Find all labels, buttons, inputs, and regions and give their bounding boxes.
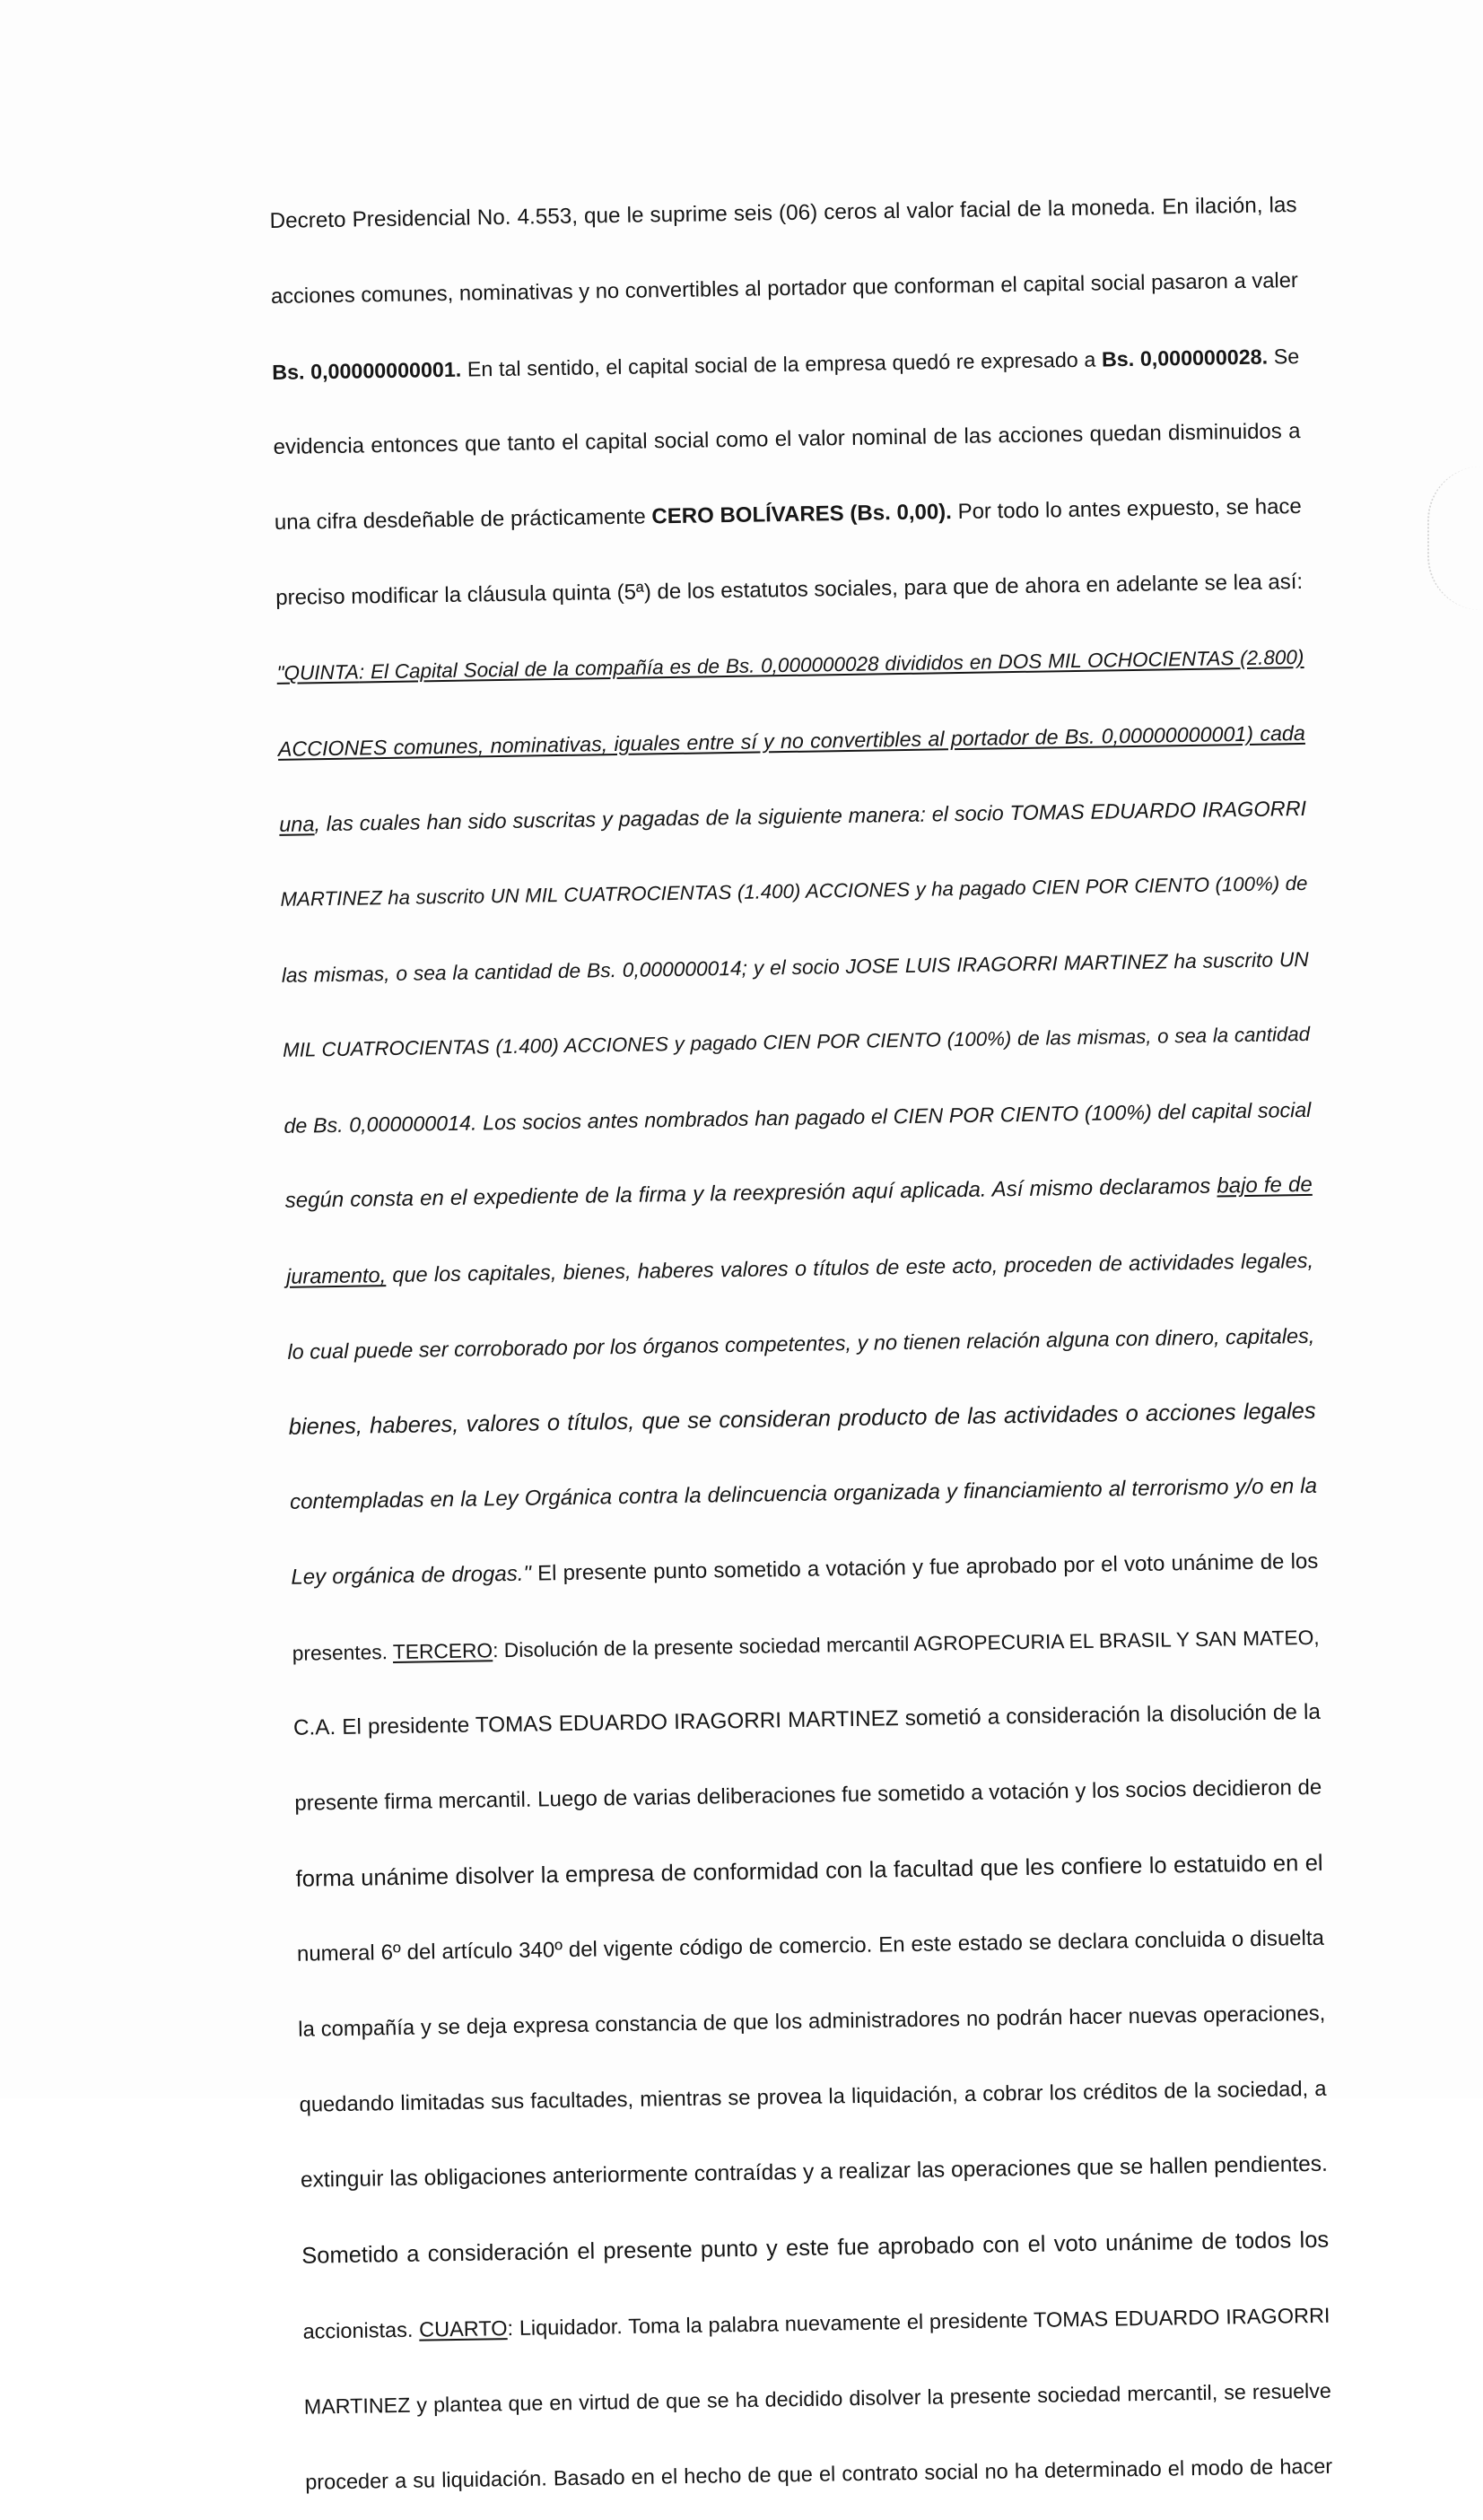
text-segment: preciso modificar la cláusula quinta (5ª) de los estatutos sociales, para que de ahora en adelante se lea así:: [275, 569, 1304, 610]
text-segment: TERCERO: [392, 1638, 493, 1664]
text-segment: presente firma mercantil. Luego de varias deliberaciones fue sometido a votación y los socios decidieron de: [294, 1774, 1322, 1816]
text-segment: una: [279, 812, 315, 836]
text-segment: MIL CUATROCIENTAS (1.400) ACCIONES y pagado CIEN POR CIENTO (100%) de las mismas, o sea la cantidad: [282, 1022, 1311, 1061]
text-segment: contempladas en la Ley Orgánica contra la delincuencia organizada y financiamiento al terrorismo y/o en la: [289, 1473, 1318, 1514]
text-segment: extinguir las obligaciones anteriormente contraídas y a realizar las operaciones que se hallen pendientes.: [300, 2151, 1329, 2193]
text-segment: Ley orgánica de drogas.": [291, 1561, 532, 1590]
text-segment: una cifra desdeñable de prácticamente: [274, 504, 652, 535]
text-segment: El presente punto sometido a votación y fue aprobado por el voto unánime de los: [530, 1548, 1319, 1586]
text-segment: CERO BOLÍVARES (Bs. 0,00).: [651, 500, 953, 529]
text-segment: , las cuales han sido suscritas y pagadas de la siguiente manera: el socio TOMAS EDUARDO IRAGORRI: [314, 796, 1307, 836]
text-segment: evidencia entonces que tanto el capital social como el valor nominal de las acciones quedan disminuidos a: [273, 418, 1301, 459]
text-segment: : Liquidador. Toma la palabra nuevamente el presidente TOMAS EDUARDO IRAGORRI: [507, 2303, 1330, 2341]
text-segment: forma unánime disolver la empresa de conformidad con la facultad que les confiere lo estatuido en el: [295, 1850, 1323, 1892]
text-segment: quedando limitadas sus facultades, mientras se provea la liquidación, a cobrar los créditos de la sociedad, a: [299, 2076, 1327, 2117]
text-segment: MARTINEZ y plantea que en virtud de que se ha decidido disolver la presente sociedad mercantil, se resuelve: [303, 2378, 1331, 2419]
text-segment: MARTINEZ ha suscrito UN MIL CUATROCIENTAS (1.400) ACCIONES y ha pagado CIEN POR CIENTO (100%) de: [280, 871, 1308, 911]
text-segment: presentes.: [292, 1640, 394, 1665]
text-segment: numeral 6º del artículo 340º del vigente código de comercio. En este estado se declara concluida o disuelta: [296, 1925, 1325, 1966]
text-segment: ACCIONES comunes, nominativas, iguales entre sí y no convertibles al portador de Bs. 0,00000000001) cada: [277, 720, 1305, 761]
stamp-edge-mark: [1427, 467, 1483, 610]
text-segment: las mismas, o sea la cantidad de Bs. 0,000000014; y el socio JOSE LUIS IRAGORRI MARTINEZ ha suscrito UN: [281, 946, 1309, 987]
text-segment: proceder a su liquidación. Basado en el hecho de que el contrato social no ha determinado el modo de hacer: [305, 2454, 1333, 2494]
text-segment: bajo fe de: [1217, 1172, 1313, 1199]
text-segment: juramento,: [285, 1263, 387, 1288]
text-segment: Decreto Presidencial No. 4.553, que le suprime seis (06) ceros al valor facial de la moneda. En ilación, las: [269, 193, 1297, 233]
text-segment: Por todo lo antes expuesto, se hace: [951, 493, 1303, 525]
text-segment: que los capitales, bienes, haberes valores o títulos de este acto, proceden de actividades legales,: [385, 1248, 1314, 1287]
text-segment: : El Capital Social de la compañía es de Bs. 0,000000028 divididos en DOS MIL OCHOCIENTAS (2.800): [358, 645, 1304, 684]
text-segment: de Bs. 0,000000014. Los socios antes nombrados han pagado el CIEN POR CIENTO (100%) del capital social: [284, 1097, 1312, 1138]
text-line: [305, 2428, 1333, 2520]
text-segment: : Disolución de la presente sociedad mercantil AGROPECURIA EL BRASIL Y SAN MATEO,: [492, 1625, 1320, 1662]
text-segment: según consta en el expediente de la firma y la reexpresión aquí aplicada. Así mismo declaramos: [284, 1173, 1217, 1213]
text-segment: bienes, haberes, valores o títulos, que se consideran producto de las actividades o acciones legales: [288, 1398, 1316, 1440]
text-segment: Bs. 0,00000000001.: [272, 357, 462, 384]
text-segment: CUARTO: [418, 2316, 508, 2341]
text-segment: Bs. 0,000000028.: [1101, 344, 1269, 371]
text-segment: En tal sentido, el capital social de la empresa quedó re expresado a: [461, 347, 1103, 381]
document-body: [269, 168, 1333, 2520]
text-segment: la compañía y se deja expresa constancia de que los administradores no podrán hacer nuevas operaciones,: [298, 2001, 1326, 2042]
text-segment: C.A. El presidente TOMAS EDUARDO IRAGORRI MARTINEZ sometió a consideración la disolución de la: [292, 1699, 1322, 1740]
text-segment: lo cual puede ser corroborado por los órganos competentes, y no tienen relación alguna con dinero, capitales,: [287, 1323, 1315, 1364]
text-segment: "QUINTA: [276, 660, 360, 684]
text-segment: Sometido a consideración el presente punto y este fue aprobado con el voto unánime de todos los: [301, 2227, 1330, 2269]
text-segment: accionistas.: [302, 2317, 420, 2343]
text-segment: acciones comunes, nominativas y no convertibles al portador que conforman el capital social pasaron a valer: [270, 268, 1299, 309]
text-segment: Se: [1267, 344, 1300, 369]
